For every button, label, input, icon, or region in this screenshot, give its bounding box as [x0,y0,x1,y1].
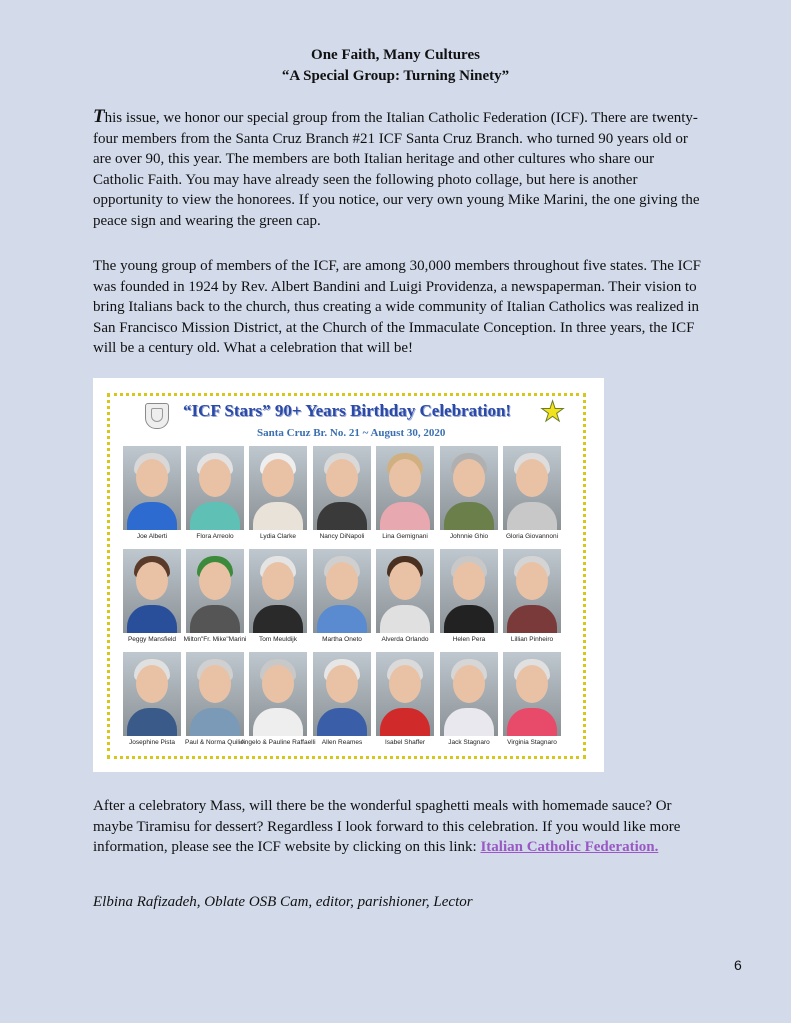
member-photo [376,549,434,633]
member-name: Lina Gemignani [382,533,428,540]
member-name: Martha Oneto [322,636,362,643]
intro-paragraph [93,107,705,231]
signature: Elbina Rafizadeh, Oblate OSB Cam, editor, parishioner, Lector [93,894,473,910]
member-photo [440,549,498,633]
member-photo [313,652,371,736]
member-photo [123,652,181,736]
member-name: Lillian Pinheiro [510,636,554,643]
member-name: Helen Pera [452,636,486,643]
star-icon: ★ [540,397,566,428]
member-name: Josephine Pista [129,739,175,746]
member-name: Isabel Shaffer [385,739,425,746]
member-name: Alverda Orlando [381,636,429,643]
member-name: Flora Arreolo [196,533,234,540]
member-name: Angelo & Pauline Raffaelli [240,739,316,746]
member-photo [123,446,181,530]
member-name: Paul & Norma Quilici [185,739,245,746]
member-name: Gloria Giovannoni [505,533,559,540]
member-name: Jack Stagnaro [448,739,490,746]
member-photo [503,652,561,736]
member-photo [249,652,307,736]
member-photo [376,446,434,530]
collage-subtitle: Santa Cruz Br. No. 21 ~ August 30, 2020 [257,427,446,439]
page-number: 6 [734,957,742,973]
member-name: Allen Reames [321,739,363,746]
icf-website-link[interactable]: Italian Catholic Federation. [480,839,659,855]
member-photo [186,446,244,530]
title-line-1: One Faith, Many Cultures [311,47,480,63]
member-name: Peggy Mansfield [127,636,177,643]
member-photo [186,652,244,736]
member-name: Joe Alberti [136,533,168,540]
member-photo [503,446,561,530]
title-line-2: “A Special Group: Turning Ninety” [281,68,510,84]
member-name: Nancy DiNapoli [319,533,365,540]
member-name: Milton"Fr. Mike"Marini [183,636,247,643]
member-photo [313,446,371,530]
icf-crest-icon [145,403,169,429]
photo-collage [93,378,604,772]
closing-text: After a celebratory Mass, will there be the wonderful spaghetti meals with homemade sauce? Or maybe Tiramisu for dessert? Regardless I look forward to this celebration. If you would like more information, please see the ICF website by clicking on this link: [93,798,681,855]
member-photo [249,446,307,530]
member-name: Johnnie Ghio [449,533,489,540]
member-photo [123,549,181,633]
member-name: Tom Meuldijk [259,636,297,643]
intro-text: his issue, we honor our special group from the Italian Catholic Federation (ICF). There are twenty-four members from the Santa Cruz Branch #21 ICF Santa Cruz Branch. who turned 90 years old or are over 90, this year. The members are both Italian heritage and other cultures who share our Catholic Faith. You may have already seen the following photo collage, but here is another opportunity to view the honorees. If you notice, our very own young Mike Marini, the one giving the peace sign and wearing the green cap. [93,110,700,229]
member-photo [249,549,307,633]
member-name: Lydia Clarke [260,533,296,540]
member-name: Virginia Stagnaro [507,739,557,746]
member-photo [376,652,434,736]
member-photo [186,549,244,633]
article-title [0,45,791,87]
closing-paragraph [93,796,705,858]
member-photo [503,549,561,633]
history-paragraph: The young group of members of the ICF, are among 30,000 members throughout five states. The ICF was founded in 1924 by Rev. Albert Bandini and Luigi Providenza, a newspaperman. Their vision to bring Italians back to the church, thus creating a wide community of Italian Catholics was realized in San Francisco Mission District, at the Church of the Immaculate Conception. In three years, the ICF will be a century old. What a celebration that will be! [93,258,701,356]
member-photo [440,446,498,530]
member-photo [313,549,371,633]
drop-cap: T [93,106,105,127]
collage-title: “ICF Stars” 90+ Years Birthday Celebration! [183,401,512,420]
member-photo [440,652,498,736]
